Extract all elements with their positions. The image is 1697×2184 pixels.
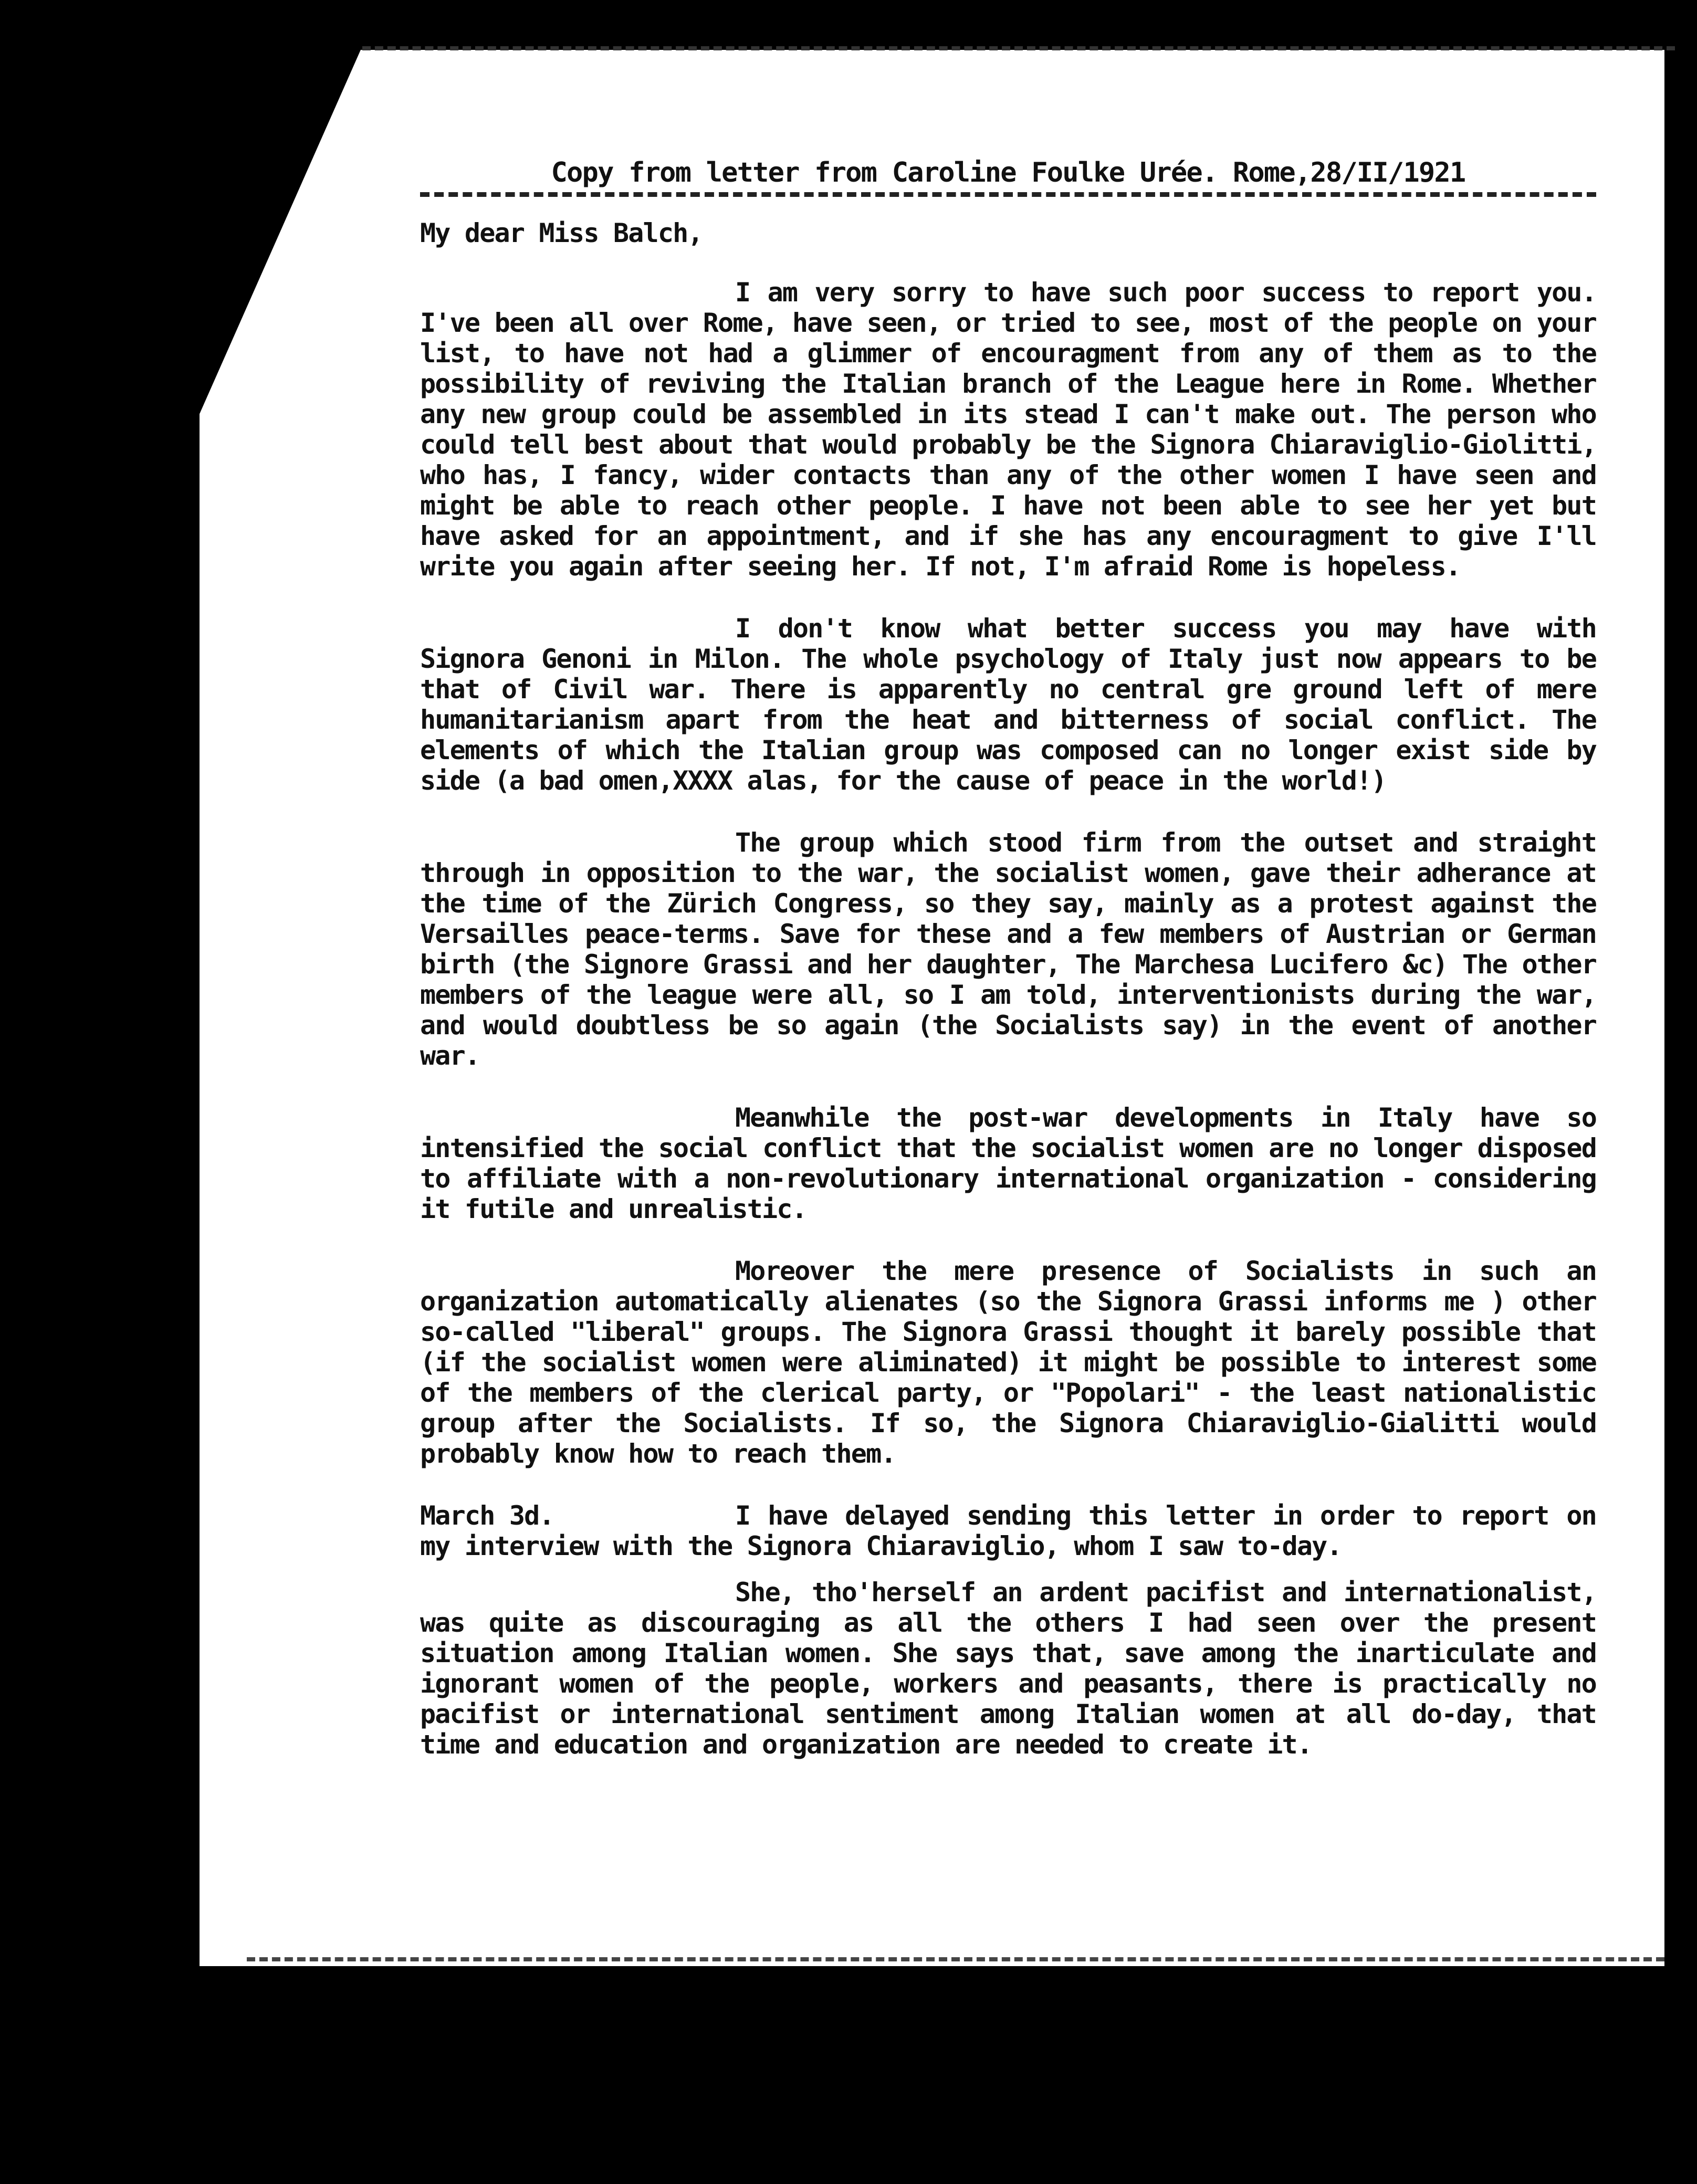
postscript-date: March 3d.	[420, 1500, 554, 1531]
salutation: My dear Miss Balch,	[420, 218, 703, 248]
paragraph-4: Meanwhile the post-war developments in Italy have so intensified the social conflict that the socialist women are no longer disposed to affiliate with a non-revolutionary international organization - considering it futile and unrealistic.	[420, 1102, 1596, 1224]
letter-body	[420, 158, 1596, 1760]
page-bottom-edge	[247, 1957, 1664, 1961]
paragraph-5: Moreover the mere presence of Socialists in such an organization automatically alienates (so the Signora Grassi informs me ) other so-called "liberal" groups. The Signora Grassi thought it barely possible that (if the socialist women were aliminated) it might be possible to interest some of the members of the clerical party, or "Popolari" - the least nationalistic group after the Socialists. If so, the Signora Chiaraviglio-Gialitti would probably know how to reach them.	[420, 1256, 1596, 1469]
heading-underline	[420, 192, 1596, 197]
paragraph-2: I don't know what better success you may have with Signora Genoni in Milon. The whole psychology of Italy just now appears to be that of Civil war. There is apparently no central gre ground left of mere humanitarianism apart from the heat and bitterness of social conflict. The elements of which the Italian group was composed can no longer exist side by side (a bad omen,XXXX alas, for the cause of peace in the world!)	[420, 613, 1596, 796]
postscript-first-text: I have delayed sending this letter in order to report on my interview with the Signora Chiaraviglio, whom I saw to-day.	[420, 1500, 1596, 1561]
letter-heading: Copy from letter from Caroline Foulke Urée. Rome,28/II/1921	[551, 157, 1465, 188]
postscript-second: She, tho'herself an ardent pacifist and internationalist, was quite as discouraging as all the others I had seen over the present situation among Italian women. She says that, save among the inarticulate and ignorant women of the people, workers and peasants, there is practically no pacifist or international sentiment among Italian women at all do-day, that time and education and organization are needed to create it.	[420, 1577, 1596, 1760]
paragraph-1: I am very sorry to have such poor success to report you. I've been all over Rome, have seen, or tried to see, most of the people on your list, to have not had a glimmer of encouragment from any of them as to the possibility of reviving the Italian branch of the League here in Rome. Whether any new group could be assembled in its stead I can't make out. The person who could tell best about that would probably be the Signora Chiaraviglio-Giolitti, who has, I fancy, wider contacts than any of the other women I have seen and might be able to reach other people. I have not been able to see her yet but have asked for an appointment, and if she has any encouragment to give I'll write you again after seeing her. If not, I'm afraid Rome is hopeless.	[420, 277, 1596, 582]
postscript-first	[420, 1500, 1596, 1561]
page-top-edge	[362, 46, 1675, 61]
paragraph-3: The group which stood firm from the outset and straight through in opposition to the war, the socialist women, gave their adherance at the time of the Zürich Congress, so they say, mainly as a protest against the Versailles peace-terms. Save for these and a few members of Austrian or German birth (the Signore Grassi and her daughter, The Marchesa Lucifero &c) The other members of the league were all, so I am told, interventionists during the war, and would doubtless be so again (the Socialists say) in the event of another war.	[420, 827, 1596, 1071]
